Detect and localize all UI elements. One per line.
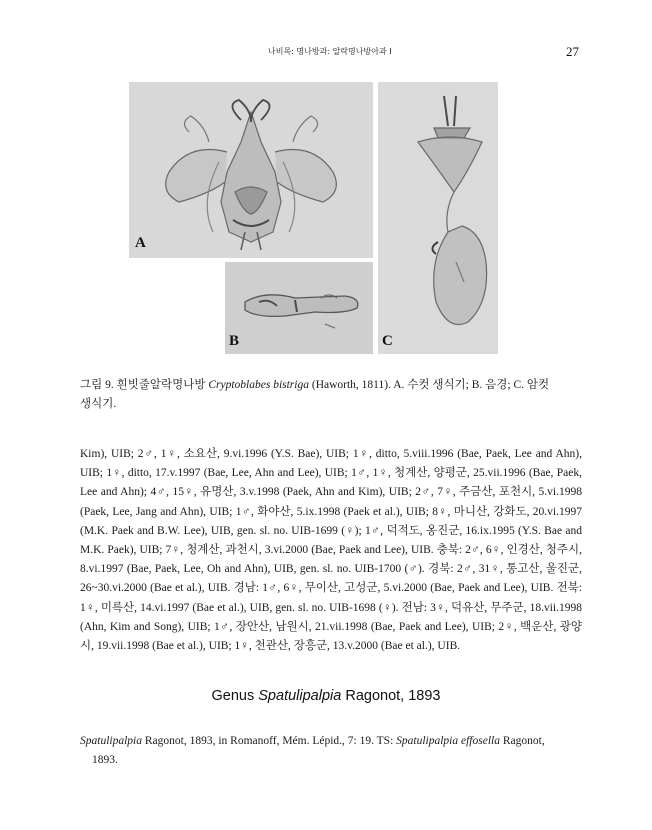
- caption-species-name: Cryptoblabes bistriga: [208, 379, 309, 391]
- caption-line-2: 생식기.: [80, 398, 117, 410]
- genus-heading: [0, 688, 652, 704]
- specimen-records-paragraph: Kim), UIB; 2♂, 1♀, 소요산, 9.vi.1996 (Y.S. Bae), UIB; 1♀, ditto, 5.viii.1996 (Bae, Paek, Lee and Ahn), UIB; 1♀, ditto, 17.v.1997 (Bae, Lee, Ahn and Lee), UIB; 1♂, 1♀, 청계산, 양평군, 25.vii.1996 (Bae, Paek, Lee and Ahn); 4♂, 15♀, 유명산, 3.v.1998 (Paek, Ahn and Kim), UIB; 2♂, 7♀, 주금산, 포천시, 5.vi.1998 (Paek, Lee, Jang and Ahn), UIB; 1♂, 화야산, 5.ix.1998 (Paek et al.), UIB; 8♀, 마니산, 강화도, 20.vi.1997 (M.K. Paek and B.W. Lee), UIB, gen. sl. no. UIB-1699 (♀); 1♂, 덕적도, 옹진군, 16.ix.1995 (Y.S. Bae and M.K. Paek), UIB; 7♀, 청계산, 과천시, 3.vi.2000 (Bae, Paek and Lee), UIB. 충북: 2♂, 6♀, 인경산, 청주시, 8.vi.1997 (Bae, Paek, Lee, Oh and Ahn), UIB, gen. sl. no. UIB-1700 (♂). 경북: 2♂, 31♀, 통고산, 울진군, 26~30.vi.2000 (Bae et al.), UIB. 경남: 1♂, 6♀, 무이산, 고성군, 5.vi.2000 (Bae, Paek and Lee), UIB. 전북: 1♀, 미륵산, 14.vi.1997 (Bae et al.), UIB, gen. sl. no. UIB-1698 (♀). 전남: 3♀, 덕유산, 무주군, 18.vii.1998 (Ahn, Kim and Song), UIB; 1♂, 장안산, 남원시, 21.vii.1998 (Bae, Paek and Lee), UIB; 2♀, 백운산, 광양시, 19.vii.1998 (Bae et al.), UIB; 1♀, 천관산, 장흥군, 13.v.2000 (Bae et al.), UIB.: [80, 448, 582, 653]
- plate-label-a: A: [135, 235, 146, 251]
- genus-heading-suffix: Ragonot, 1893: [341, 688, 441, 704]
- citation-genus: Spatulipalpia: [80, 735, 142, 747]
- figure-plate-a-male-genitalia: [129, 82, 373, 258]
- genus-heading-prefix: Genus: [211, 688, 259, 704]
- citation-text-2: Ragonot,: [499, 735, 545, 747]
- caption-suffix: (Haworth, 1811). A. 수컷 생식기; B. 음경; C. 암컷: [308, 379, 550, 391]
- caption-prefix: 그림 9. 흰빗줄알락명나방: [80, 379, 209, 391]
- female-genitalia-drawing: [378, 82, 498, 354]
- aedeagus-drawing: [225, 262, 373, 354]
- figure-caption: [80, 376, 580, 414]
- genus-citation: [80, 732, 582, 770]
- page-number: 27: [566, 44, 579, 59]
- citation-type-species: Spatulipalpia effosella: [396, 735, 500, 747]
- running-head: 나비목: 명나방과: 알락명나방아과 I: [268, 47, 392, 56]
- figure-plate-b-aedeagus: [225, 262, 373, 354]
- plate-label-b: B: [229, 333, 240, 349]
- plate-label-c: C: [382, 333, 393, 349]
- figure-plate-c-female-genitalia: [378, 82, 498, 354]
- male-genitalia-drawing: [129, 82, 373, 258]
- citation-text-1: Ragonot, 1893, in Romanoff, Mém. Lépid., 7: 19. TS:: [141, 735, 397, 747]
- citation-line-2: 1893.: [92, 754, 118, 766]
- genus-heading-name: Spatulipalpia: [258, 688, 342, 704]
